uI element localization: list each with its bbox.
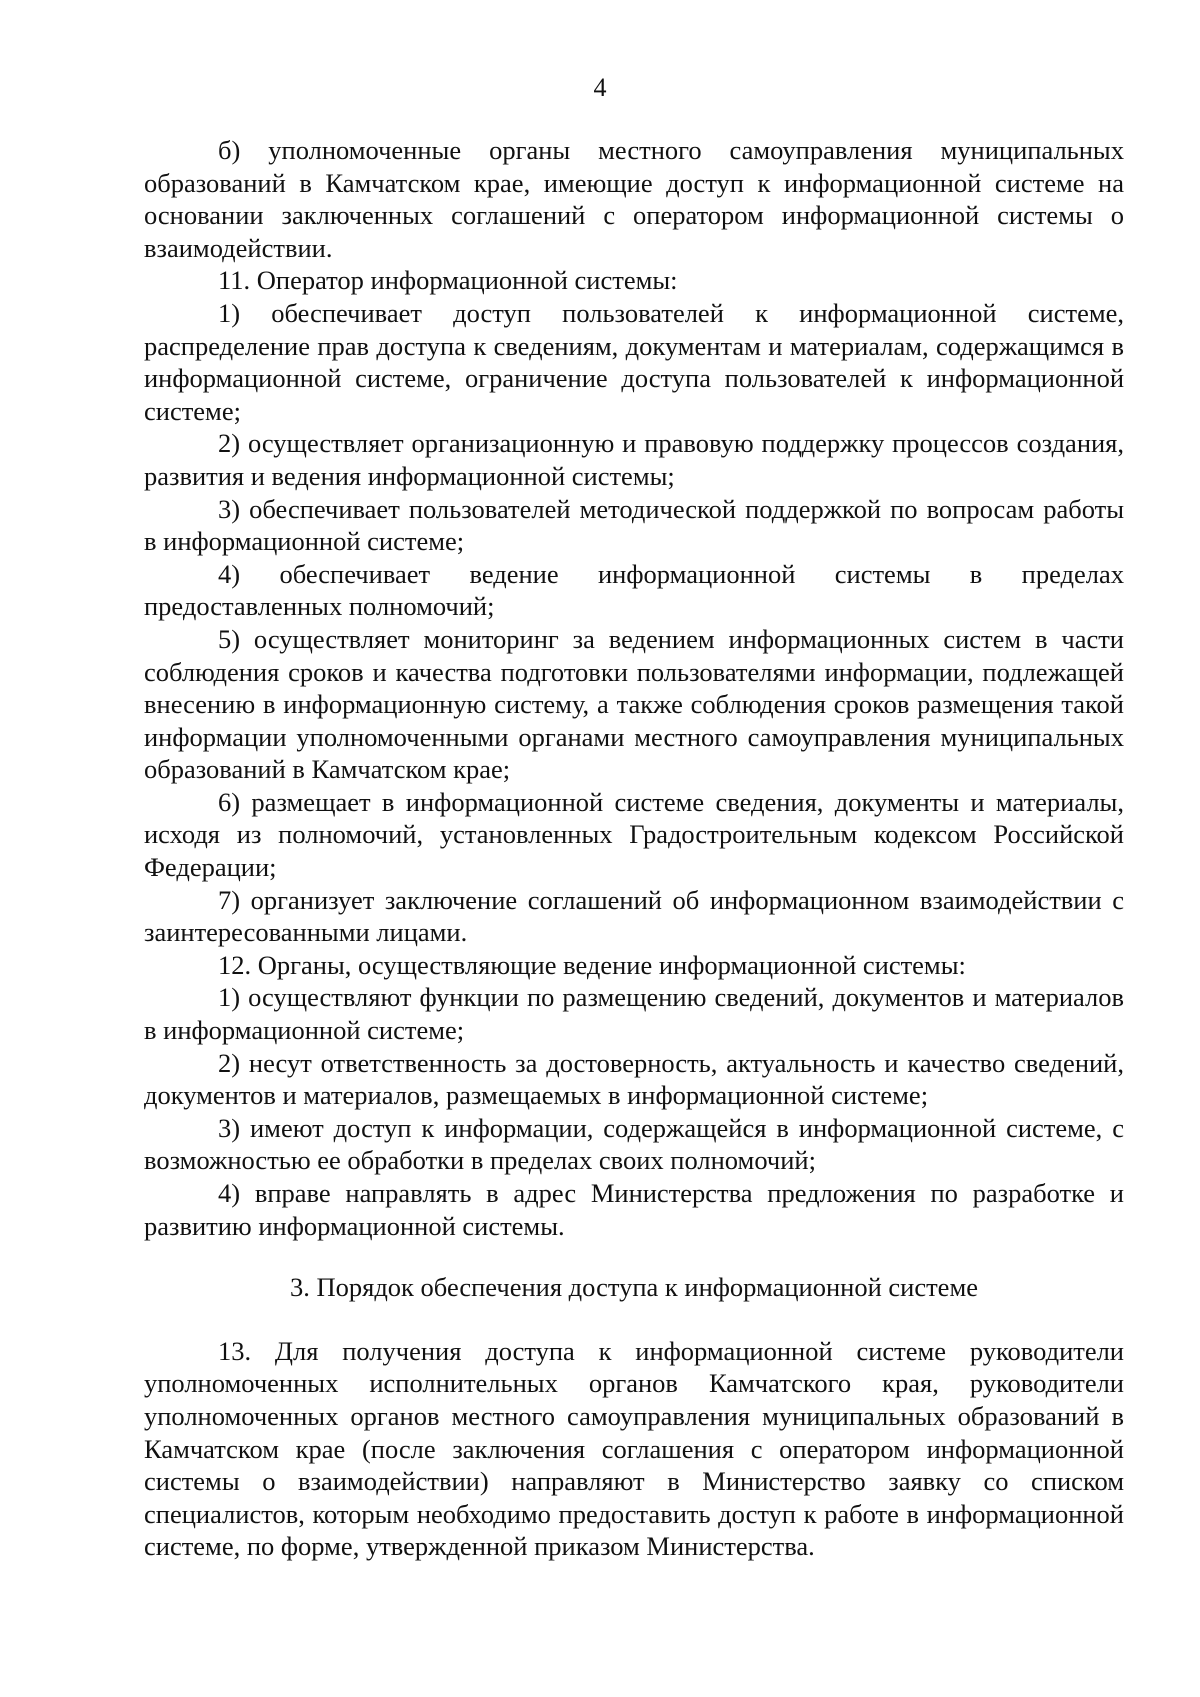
page-number: 4 bbox=[593, 73, 607, 102]
paragraph-10b: б) уполномоченные органы местного самоуправления муниципальных образований в Камчатском крае, имеющие доступ к информационной системе на основании заключенных соглашений с оператором информационной системы о взаимодействии. bbox=[144, 135, 1124, 263]
list-item-11-7: 7) организует заключение соглашений об информационном взаимодействии с заинтересованными лицами. bbox=[144, 884, 1124, 948]
list-item-11-6: 6) размещает в информационной системе сведения, документы и материалы, исходя из полномочий, установленных Градостроительным кодексом Российской Федерации; bbox=[144, 786, 1124, 883]
list-item-11-1: 1) обеспечивает доступ пользователей к информационной системе, распределение прав доступа к сведениям, документам и материалам, содержащимся в информационной системе, ограничение доступа пользователей к информационной системе; bbox=[144, 297, 1124, 426]
paragraph-12-heading: 12. Органы, осуществляющие ведение информационной системы: bbox=[218, 949, 966, 980]
paragraph-13: 13. Для получения доступа к информационной системе руководители уполномоченных исполнительных органов Камчатского края, руководители уполномоченных органов местного самоуправления муниципальных образований в Камчатском крае (после заключения соглашения с оператором информационной системы о взаимодействии) направляют в Министерство заявку со списком специалистов, которым необходимо предоставить доступ к работе в информационной системе, по форме, утвержденной приказом Министерства. bbox=[144, 1335, 1124, 1562]
list-item-12-2: 2) несут ответственность за достоверность, актуальность и качество сведений, документов и материалов, размещаемых в информационной системе; bbox=[144, 1047, 1124, 1111]
list-item-11-3: 3) обеспечивает пользователей методической поддержкой по вопросам работы в информационной системе; bbox=[144, 493, 1124, 557]
list-item-11-4: 4) обеспечивает ведение информационной системы в пределах предоставленных полномочий; bbox=[144, 558, 1124, 622]
list-item-12-3: 3) имеют доступ к информации, содержащейся в информационной системе, с возможностью ее обработки в пределах своих полномочий; bbox=[144, 1112, 1124, 1176]
list-item-11-2: 2) осуществляет организационную и правовую поддержку процессов создания, развития и ведения информационной системы; bbox=[144, 428, 1124, 491]
list-item-12-4: 4) вправе направлять в адрес Министерства предложения по разработке и развитию информационной системы. bbox=[144, 1178, 1124, 1241]
list-item-12-1: 1) осуществляют функции по размещению сведений, документов и материалов в информационной системе; bbox=[144, 982, 1124, 1046]
document-body bbox=[144, 134, 1124, 1563]
list-item-11-5: 5) осуществляет мониторинг за ведением информационных систем в части соблюдения сроков и качества подготовки пользователями информации, подлежащей внесению в информационную систему, а также соблюдения сроков размещения такой информации уполномоченными органами местного самоуправления муниципальных образований в Камчатском крае; bbox=[144, 623, 1124, 785]
section-heading: 3. Порядок обеспечения доступа к информационной системе bbox=[290, 1272, 978, 1303]
paragraph-11-heading: 11. Оператор информационной системы: bbox=[218, 265, 678, 296]
